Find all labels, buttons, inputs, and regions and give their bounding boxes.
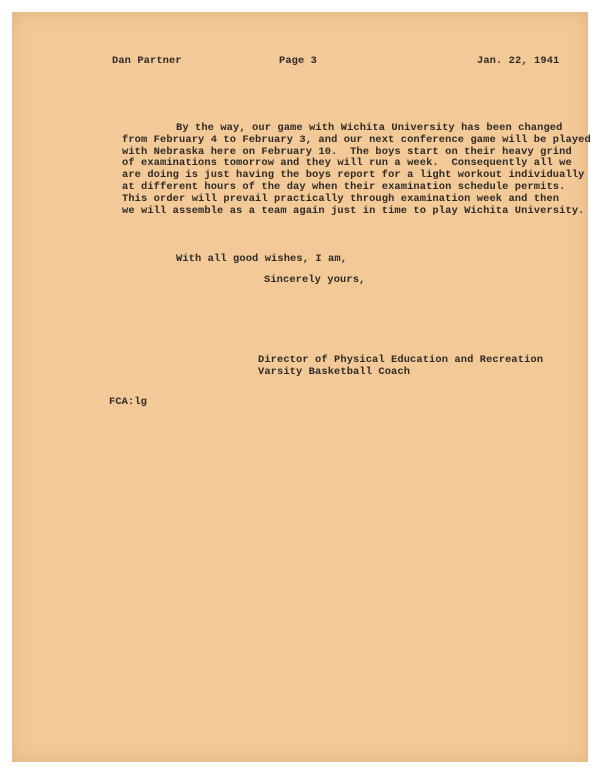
body-line: of examinations tomorrow and they will run a week. Consequently all we [122, 157, 572, 170]
closing-line: With all good wishes, I am, [176, 253, 348, 265]
header-date: Jan. 22, 1941 [477, 55, 560, 67]
body-line: with Nebraska here on February 10. The boys start on their heavy grind [122, 145, 572, 158]
body-line: By the way, our game with Wichita University has been changed [176, 122, 563, 134]
letter-body [122, 122, 591, 217]
body-line: from February 4 to February 3, and our next conference game will be played [122, 133, 591, 146]
signature-title-line: Director of Physical Education and Recreation [258, 354, 544, 366]
signature-title [258, 354, 543, 378]
signoff: Sincerely yours, [264, 274, 366, 286]
header-page-number: Page 3 [279, 55, 318, 67]
body-line: we will assemble as a team again just in time to play Wichita University. [122, 204, 585, 217]
body-line: at different hours of the day when their examination schedule permits. [122, 180, 566, 193]
header-recipient: Dan Partner [112, 55, 182, 67]
letter-page [12, 12, 591, 762]
signature-title-line: Varsity Basketball Coach [258, 366, 411, 378]
body-line: are doing is just having the boys report for a light workout individually [122, 169, 585, 182]
body-line: This order will prevail practically through examination week and then [122, 192, 560, 205]
typist-initials: FCA:lg [109, 396, 148, 408]
